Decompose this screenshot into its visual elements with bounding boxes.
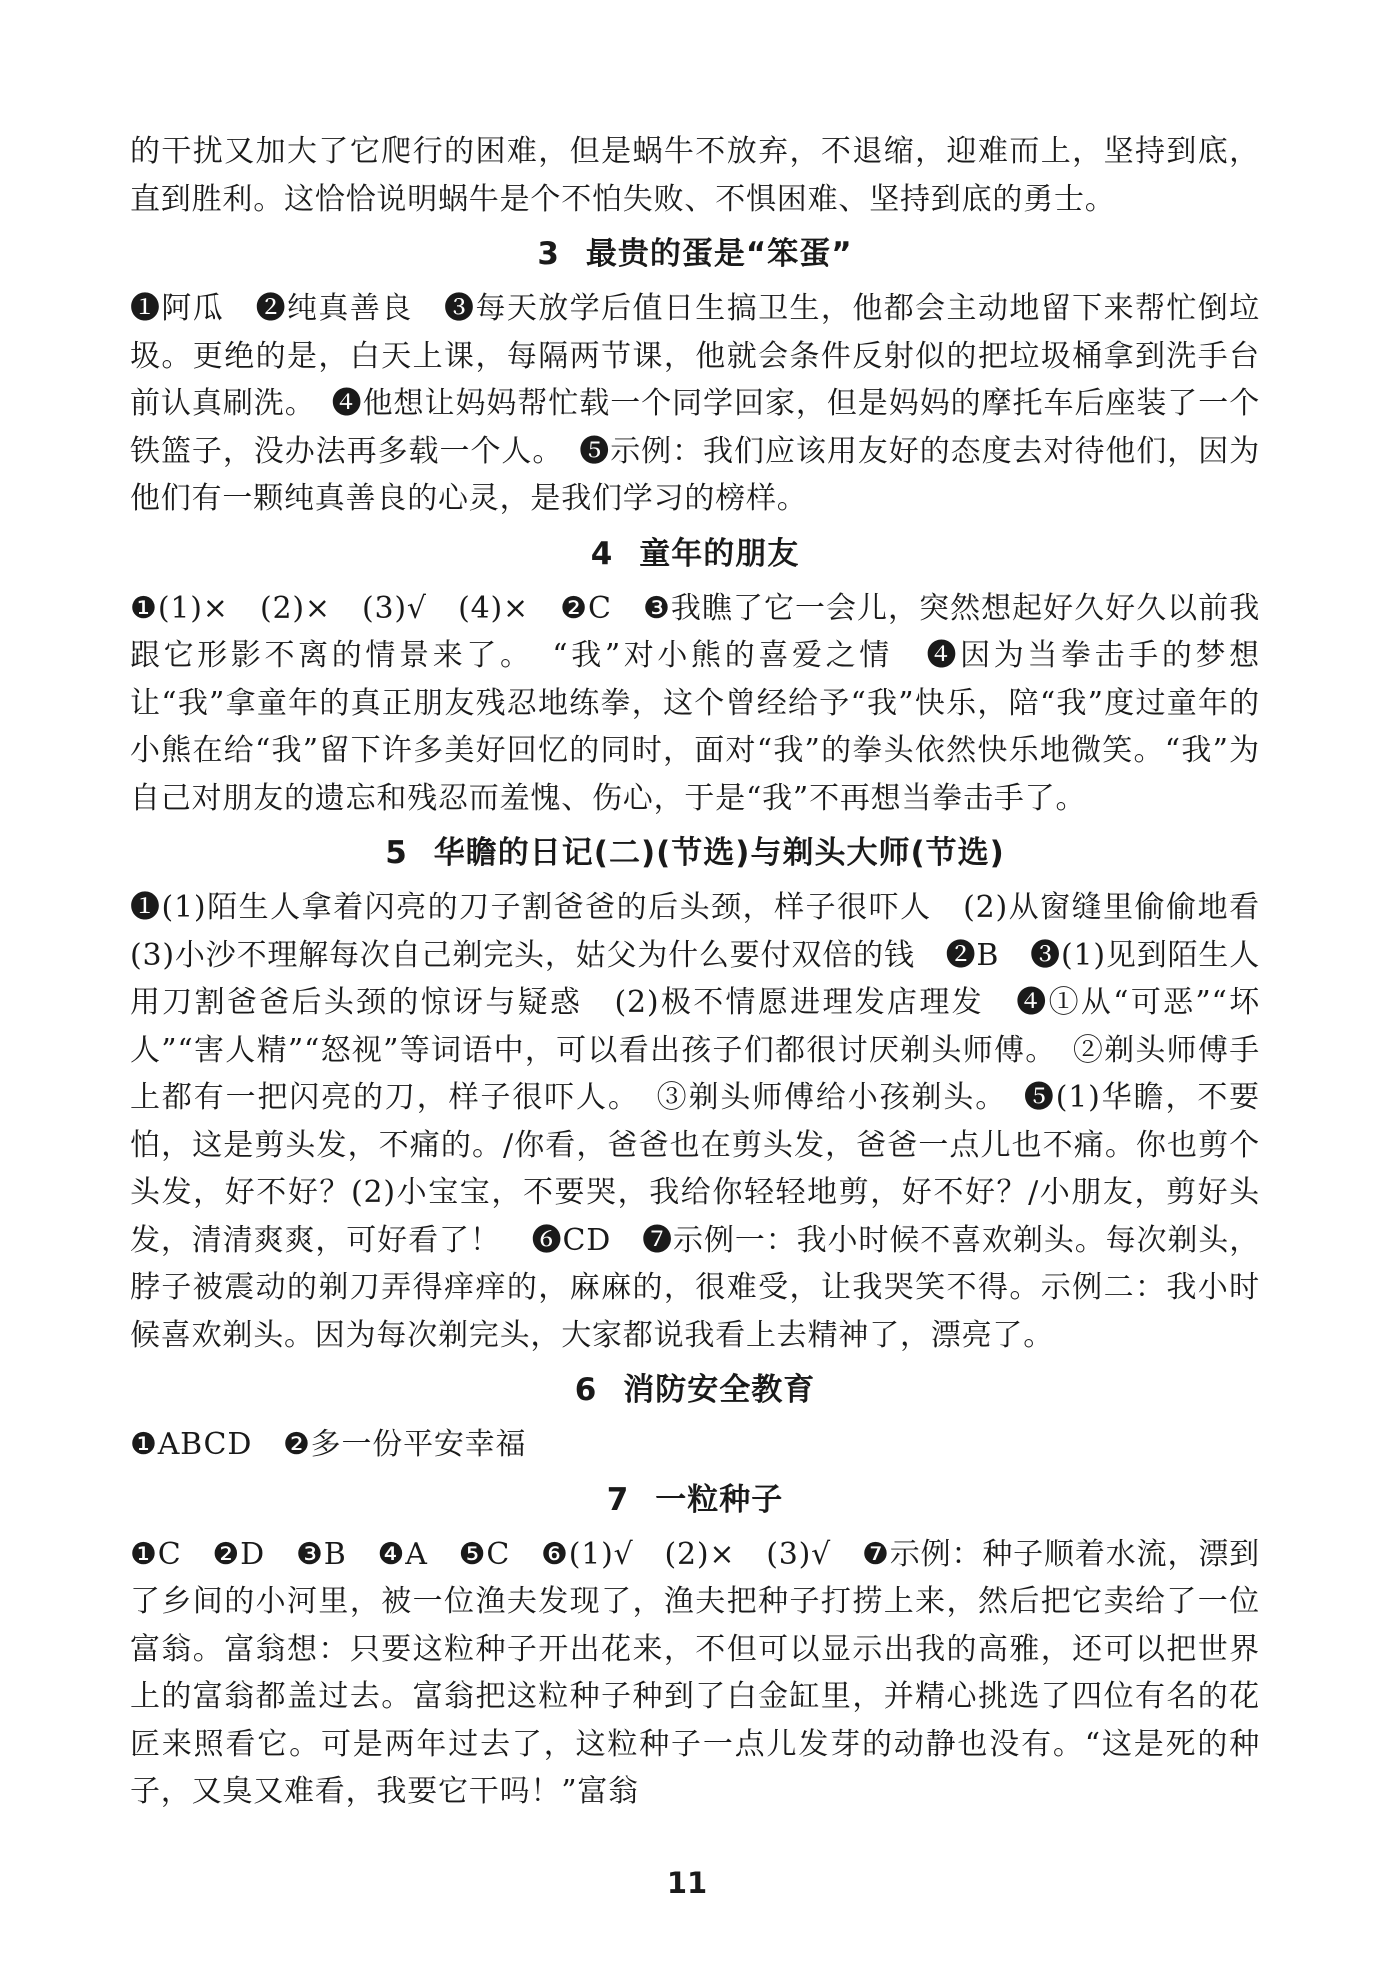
section-number: 6 bbox=[574, 1372, 598, 1408]
section-number: 3 bbox=[537, 236, 560, 272]
section-answer: ❶(1)× (2)× (3)√ (4)× ❷C ❸我瞧了它一会儿，突然想起好久好久以前我跟它形影不离的情景来了。 “我”对小熊的喜爱之情 ❹因为当拳击手的梦想让“我”拿童年的真正朋友残忍地练拳，这个曾经给予“我”快乐，陪“我”度过童年的小熊在给“我”留下许多美好回忆的同时，面对“我”的拳头依然快乐地微笑。“我”为自己对朋友的遗忘和残忍而羞愧、伤心，于是“我”不再想当拳击手了。 bbox=[130, 590, 1260, 816]
section-4 bbox=[130, 527, 1260, 823]
answer-page bbox=[130, 128, 1291, 1816]
section-number: 4 bbox=[590, 535, 614, 572]
section-answer: ❶ABCD ❷多一份平安幸福 bbox=[130, 1427, 527, 1462]
section-title: 消防安全教育 bbox=[623, 1372, 816, 1408]
section-heading bbox=[130, 1473, 1260, 1527]
section-heading bbox=[130, 1363, 1260, 1417]
section-number: 7 bbox=[606, 1481, 630, 1518]
section-3 bbox=[130, 227, 1260, 523]
section-answer: ❶(1)陌生人拿着闪亮的刀子割爸爸的后头颈，样子很吓人 (2)从窗缝里偷偷地看 (3)小沙不理解每次自己剃完头，姑父为什么要付双倍的钱 ❷B ❸(1)见到陌生人用刀割爸爸后头颈的惊讶与疑惑 (2)极不情愿进理发店理发 ❹①从“可恶”“坏人”“害人精”“怒视”等词语中，可以看出孩子们都很讨厌剃头师傅。 ②剃头师傅手上都有一把闪亮的刀，样子很吓人。 ③剃头师傅给小孩剃头。 ❺(1)华瞻，不要怕，这是剪头发，不痛的。/你看，爸爸也在剪头发，爸爸一点儿也不痛。你也剪个头发，好不好？(2)小宝宝，不要哭，我给你轻轻地剪，好不好？/小朋友，剪好头发，清清爽爽，可好看了！ ❻CD ❼示例一：我小时候不喜欢剃头。每次剃头，脖子被震动的剃刀弄得痒痒的，麻麻的，很难受，让我哭笑不得。示例二：我小时候喜欢剃头。因为每次剃完头，大家都说我看上去精神了，漂亮了。 bbox=[130, 890, 1291, 1353]
section-6 bbox=[130, 1363, 1260, 1469]
section-5 bbox=[130, 826, 1291, 1359]
section-title: 最贵的蛋是“笨蛋” bbox=[585, 236, 853, 272]
page-number: 11 bbox=[666, 1866, 708, 1900]
section-number: 5 bbox=[385, 835, 408, 871]
section-heading bbox=[130, 826, 1260, 880]
section-title: 一粒种子 bbox=[655, 1481, 784, 1518]
intro-paragraph: 的干扰又加大了它爬行的困难，但是蜗牛不放弃，不退缩，迎难而上，坚持到底，直到胜利。这恰恰说明蜗牛是个不怕失败、不惧困难、坚持到底的勇士。 bbox=[130, 134, 1260, 217]
section-7 bbox=[130, 1473, 1260, 1816]
section-heading bbox=[130, 227, 1260, 281]
section-answer: ❶阿瓜 ❷纯真善良 ❸每天放学后值日生搞卫生，他都会主动地留下来帮忙倒垃圾。更绝的是，白天上课，每隔两节课，他就会条件反射似的把垃圾桶拿到洗手台前认真刷洗。 ❹他想让妈妈帮忙载一个同学回家，但是妈妈的摩托车后座装了一个铁篮子，没办法再多载一个人。 ❺示例：我们应该用友好的态度去对待他们，因为他们有一颗纯真善良的心灵，是我们学习的榜样。 bbox=[130, 291, 1260, 516]
section-title: 华瞻的日记(二)(节选)与剃头大师(节选) bbox=[433, 835, 1005, 871]
section-title: 童年的朋友 bbox=[639, 535, 800, 572]
section-answer: ❶C ❷D ❸B ❹A ❺C ❻(1)√ (2)× (3)√ ❼示例：种子顺着水流，漂到了乡间的小河里，被一位渔夫发现了，渔夫把种子打捞上来，然后把它卖给了一位富翁。富翁想：只要这粒种子开出花来，不但可以显示出我的高雅，还可以把世界上的富翁都盖过去。富翁把这粒种子种到了白金缸里，并精心挑选了四位有名的花匠来照看它。可是两年过去了，这粒种子一点儿发芽的动静也没有。“这是死的种子，又臭又难看，我要它干吗！”富翁 bbox=[130, 1536, 1260, 1809]
section-heading bbox=[130, 527, 1260, 581]
